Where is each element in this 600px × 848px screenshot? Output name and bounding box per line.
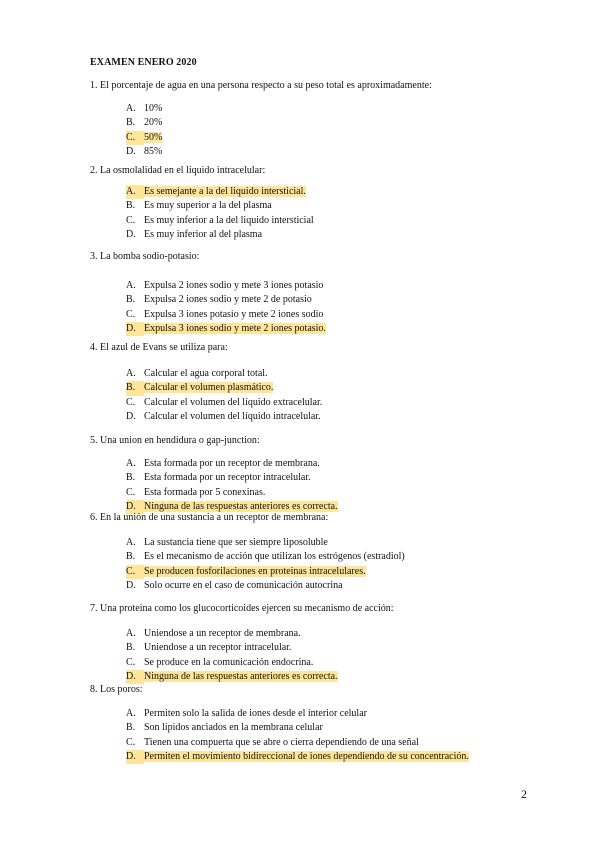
option-text: Uniendose a un receptor intracelular. (144, 642, 292, 654)
option-item (126, 367, 322, 381)
option-text: Expulsa 2 iones sodio y mete 2 de potasio (144, 294, 312, 306)
highlighted-answer (126, 671, 338, 682)
option-letter: D. (126, 145, 136, 157)
option-item (126, 116, 162, 130)
option-text: Calcular el agua corporal total. (144, 368, 268, 379)
option-text: 50% (144, 131, 163, 143)
option-letter: C. (126, 736, 136, 748)
option-letter: D. (126, 670, 144, 684)
option-item (126, 214, 314, 228)
option-item (126, 670, 338, 684)
question-2-options (126, 185, 314, 242)
option-text: Es muy superior a la del plasma (144, 200, 272, 212)
option-content (126, 737, 419, 748)
option-letter: C. (126, 214, 136, 226)
option-letter: D. (126, 410, 136, 422)
option-text: Esta formada por un receptor de membrana. (144, 458, 320, 469)
option-text: Expulsa 3 iones sodio y mete 2 iones potasio. (144, 322, 326, 334)
option-content (126, 411, 321, 422)
option-letter: A. (126, 368, 136, 379)
question-8-options (126, 707, 469, 764)
question-3-text: 3. La bomba sodio-potasio: (90, 251, 200, 262)
option-item (126, 322, 326, 336)
question-6-text: 6. En la unión de una sustancia a un receptor de membrana: (90, 512, 329, 523)
option-item (126, 736, 469, 750)
question-4-text: 4. El azul de Evans se utiliza para: (90, 342, 228, 353)
option-text: Se produce en la comunicación endocrina. (144, 656, 314, 668)
option-content (126, 642, 291, 653)
option-text: Esta formada por 5 conexinas. (144, 486, 266, 498)
option-letter: B. (126, 551, 136, 563)
option-letter: D. (126, 228, 136, 240)
option-text: Son lipidos anciados en la membrana celular (144, 722, 323, 734)
question-1-text: 1. El porcentaje de agua en una persona respecto a su peso total es aproximadamente: (90, 80, 432, 91)
option-text: Permiten el movimiento bidireccional de iones dependiendo de su concentración. (144, 750, 469, 762)
option-letter: A. (126, 103, 136, 114)
option-content (126, 487, 265, 498)
option-text: Esta formada por un receptor intracelular. (144, 472, 311, 484)
option-letter: D. (126, 322, 144, 336)
option-text: Calcular el volumen plasmático. (144, 382, 274, 394)
option-content (126, 628, 301, 639)
option-content (126, 708, 367, 719)
option-letter: D. (126, 500, 144, 514)
option-text: Se producen fosforilaciones en proteinas intracelulares. (144, 565, 366, 577)
highlighted-answer (126, 501, 338, 512)
option-content (126, 397, 322, 408)
option-item (126, 707, 469, 721)
option-item (126, 279, 326, 293)
option-item (126, 550, 405, 564)
option-content (126, 580, 343, 591)
option-content (126, 472, 311, 483)
option-letter: B. (126, 472, 136, 484)
option-text: Es muy inferior a la del liquido intersticial (144, 214, 314, 226)
exam-title: EXAMEN ENERO 2020 (90, 57, 197, 68)
question-7-text: 7. Una proteina como los glucocorticoides ejercen su mecanismo de acción: (90, 603, 394, 614)
highlighted-answer (126, 323, 326, 334)
option-text: 20% (144, 117, 163, 129)
option-content (126, 215, 314, 226)
option-text: Calcular el volumen del líquido extracelular. (144, 396, 323, 408)
option-letter: C. (126, 308, 136, 320)
highlighted-answer (126, 382, 273, 393)
option-letter: B. (126, 117, 136, 129)
option-text: Solo ocurre en el caso de comunicación autocrina (144, 579, 343, 591)
option-letter: B. (126, 200, 136, 212)
option-letter: C. (126, 565, 144, 579)
highlighted-answer (126, 751, 469, 762)
option-content (126, 657, 313, 668)
option-content (126, 103, 162, 114)
highlighted-answer (126, 566, 366, 577)
option-text: La sustancia tiene que ser siempre liposoluble (144, 537, 328, 548)
option-item (126, 228, 314, 242)
option-item (126, 457, 338, 471)
option-text: Tienen una compuerta que se abre o cierra dependiendo de una señal (144, 736, 419, 748)
option-letter: B. (126, 722, 136, 734)
option-text: Expulsa 2 iones sodio y mete 3 iones potasio (144, 280, 324, 291)
option-item (126, 293, 326, 307)
option-item (126, 565, 405, 579)
question-1-options (126, 102, 162, 159)
option-content (126, 146, 162, 157)
option-letter: A. (126, 708, 136, 719)
option-content (126, 458, 320, 469)
option-item (126, 199, 314, 213)
option-item (126, 145, 162, 159)
option-item (126, 721, 469, 735)
option-item (126, 486, 338, 500)
option-letter: C. (126, 396, 136, 408)
option-letter: D. (126, 750, 144, 764)
option-item (126, 641, 338, 655)
option-letter: B. (126, 381, 144, 395)
option-item (126, 750, 469, 764)
option-content (126, 117, 162, 128)
option-text: Uniendose a un receptor de membrana. (144, 628, 301, 639)
option-text: Es muy inferior al del plasma (144, 228, 263, 240)
option-item (126, 185, 314, 199)
option-item (126, 627, 338, 641)
option-text: 10% (144, 103, 163, 114)
option-letter: B. (126, 294, 136, 306)
option-content (126, 722, 323, 733)
option-text: Permiten solo la salida de iones desde el interior celular (144, 708, 367, 719)
option-text: Ninguna de las respuestas anteriores es correcta. (144, 500, 338, 512)
option-letter: A. (126, 458, 136, 469)
question-7-options (126, 627, 338, 684)
highlighted-answer (126, 132, 162, 143)
option-item (126, 396, 322, 410)
question-8-text: 8. Los poros: (90, 684, 143, 695)
option-item (126, 536, 405, 550)
option-letter: D. (126, 579, 136, 591)
option-content (126, 551, 405, 562)
option-content (126, 309, 323, 320)
option-content (126, 368, 268, 379)
option-item (126, 102, 162, 116)
option-letter: C. (126, 486, 136, 498)
option-item (126, 131, 162, 145)
question-3-options (126, 279, 326, 336)
question-5-text: 5. Una union en hendidura o gap-junction: (90, 435, 260, 446)
option-text: Es el mecanismo de acción que utilizan los estrógenos (estradiol) (144, 551, 405, 563)
option-item (126, 308, 326, 322)
option-content (126, 537, 328, 548)
option-content (126, 200, 272, 211)
option-text: Expulsa 3 iones potasio y mete 2 iones sodio (144, 308, 324, 320)
option-item (126, 471, 338, 485)
option-letter: A. (126, 628, 136, 639)
option-content (126, 229, 262, 240)
option-text: Ninguna de las respuestas anteriores es correcta. (144, 670, 338, 682)
option-content (126, 280, 323, 291)
question-4-options (126, 367, 322, 424)
option-item (126, 579, 405, 593)
page-number: 2 (521, 787, 527, 801)
highlighted-answer (126, 186, 306, 197)
option-item (126, 410, 322, 424)
option-letter: C. (126, 131, 144, 145)
option-letter: A. (126, 537, 136, 548)
option-text: Calcular el volumen del líquido intracelular. (144, 410, 321, 422)
option-text: Es semejante a la del liquido intersticial. (144, 186, 306, 197)
option-letter: C. (126, 656, 136, 668)
option-text: 85% (144, 145, 163, 157)
option-letter: A. (126, 280, 136, 291)
option-content (126, 294, 312, 305)
question-2-text: 2. La osmolalidad en el liquido intracelular: (90, 165, 266, 176)
question-5-options (126, 457, 338, 514)
option-item (126, 381, 322, 395)
option-item (126, 656, 338, 670)
question-6-options (126, 536, 405, 593)
option-letter: A. (126, 185, 144, 199)
option-letter: B. (126, 642, 136, 654)
